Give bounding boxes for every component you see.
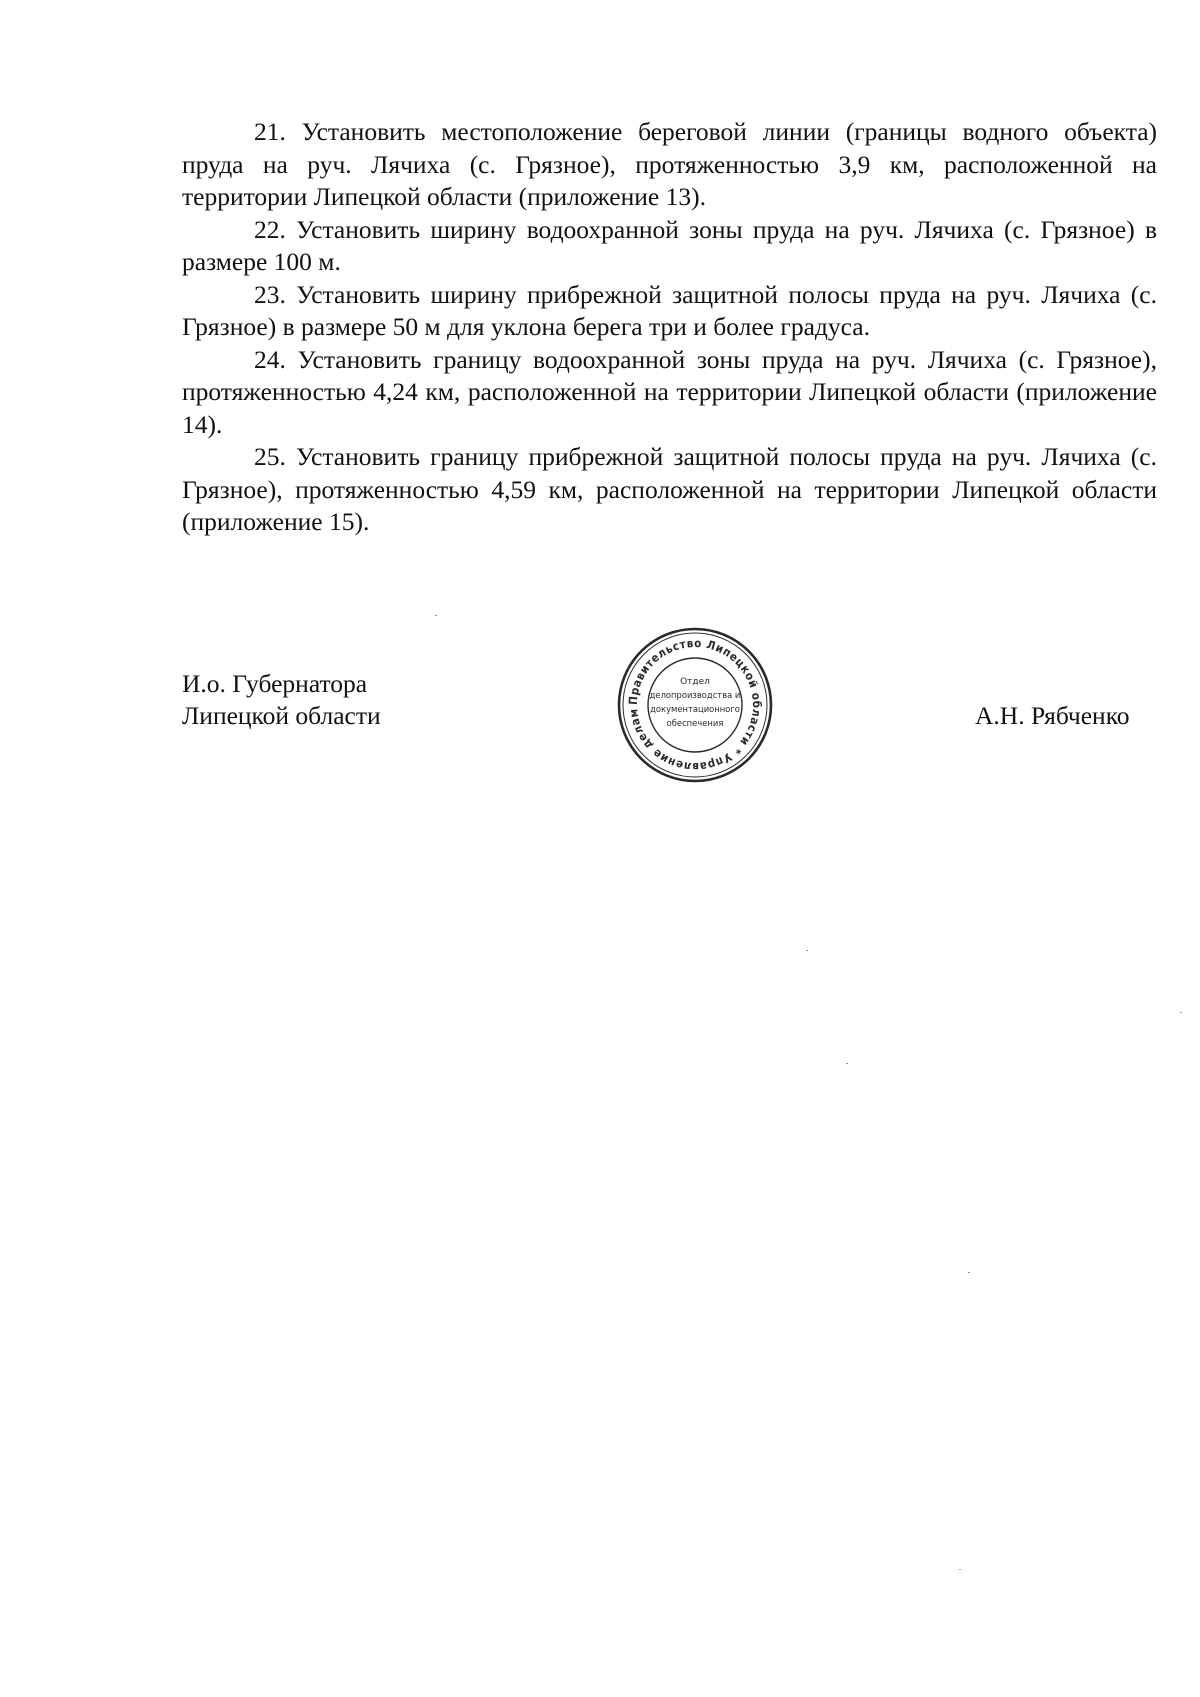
seal-ring-text: Правительство Липецкой области * Управление делам xyxy=(625,635,765,775)
seal-center-line-3: документационного xyxy=(650,704,740,714)
document-body xyxy=(182,116,1157,539)
scan-speck xyxy=(806,950,808,951)
paragraph-21: 21. Установить местоположение береговой линии (границы водного объекта) пруда на руч. Лячиха (с. Грязное), протяженностью 3,9 км, расположенной на территории Липецкой области (приложение 13). xyxy=(182,117,1157,211)
scan-speck xyxy=(968,1272,970,1273)
signatory-name: А.Н. Рябченко xyxy=(975,701,1130,730)
paragraph-25: 25. Установить границу прибрежной защитной полосы пруда на руч. Лячиха (с. Грязное), протяженностью 4,59 км, расположенной на территории Липецкой области (приложение 15). xyxy=(182,442,1157,536)
signatory-position-line-1: И.о. Губернатора xyxy=(182,669,368,698)
scan-speck xyxy=(959,1569,961,1570)
signatory-position-line-2: Липецкой области xyxy=(182,701,381,730)
seal-center-line-4: обеспечения xyxy=(666,718,724,728)
signatory-position xyxy=(182,668,381,732)
seal-center-line-1: Отдел xyxy=(680,677,710,687)
scan-speck xyxy=(846,1063,848,1064)
seal-graphic xyxy=(616,626,774,784)
paragraph-23: 23. Установить ширину прибрежной защитной полосы пруда на руч. Лячиха (с. Грязное) в размере 50 м для уклона берега три и более градуса. xyxy=(182,279,1157,341)
paragraph-22: 22. Установить ширину водоохранной зоны пруда на руч. Лячиха (с. Грязное) в размере 100 м. xyxy=(182,214,1157,276)
paragraph-24: 24. Установить границу водоохранной зоны пруда на руч. Лячиха (с. Грязное), протяженностью 4,24 км, расположенной на территории Липецкой области (приложение 14). xyxy=(182,344,1157,439)
seal-center-line-2: делопроизводства и xyxy=(649,690,741,700)
scan-speck xyxy=(435,615,437,616)
official-seal xyxy=(616,626,774,784)
scan-speck xyxy=(1180,1012,1182,1013)
